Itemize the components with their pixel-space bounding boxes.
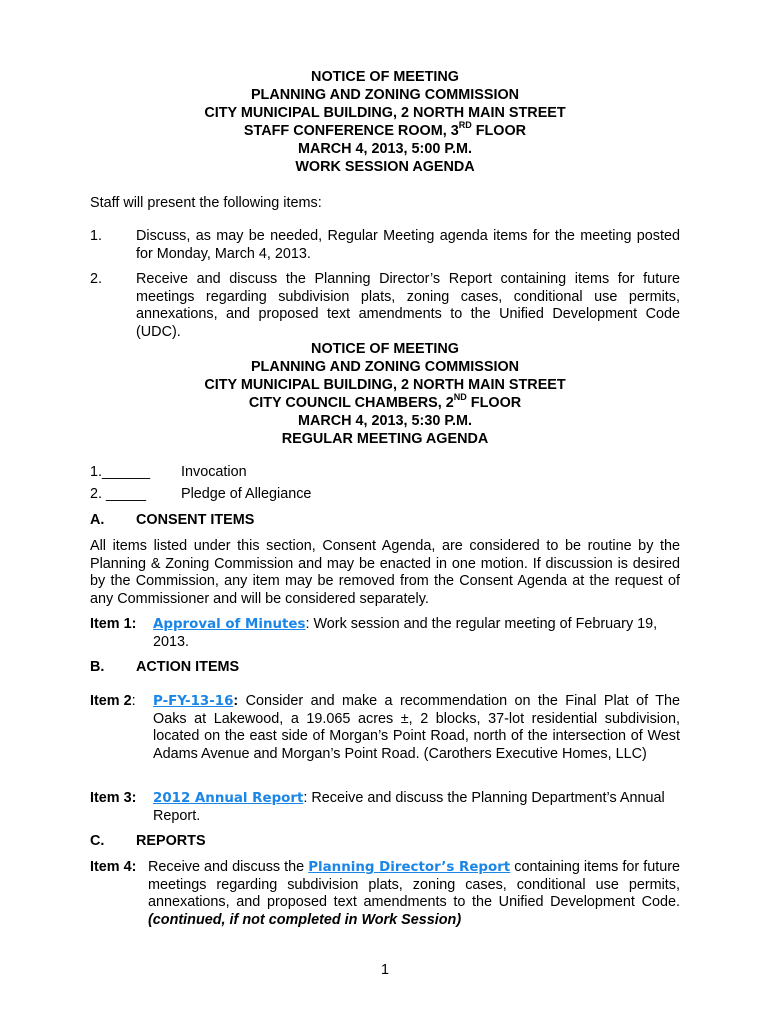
annual-report-link[interactable]: 2012 Annual Report — [153, 791, 304, 806]
header-room — [0, 392, 770, 413]
work-item-text: Discuss, as may be needed, Regular Meeting agenda items for the meeting posted for Monday, March 4, 2013. — [136, 228, 680, 262]
opening-number: 2. _____ — [90, 486, 147, 502]
item-link-colon: : — [233, 693, 239, 709]
item-label: Item 4: — [90, 859, 137, 875]
directors-report-link[interactable]: Planning Director’s Report — [308, 860, 511, 875]
item-label: Item 3: — [90, 790, 137, 806]
item-text: Receive and discuss the — [148, 859, 309, 875]
header-title: NOTICE OF MEETING — [311, 341, 459, 357]
header-room-floor: FLOOR — [466, 395, 522, 411]
header-room-sup: RD — [458, 120, 472, 131]
header-building: CITY MUNICIPAL BUILDING, 2 NORTH MAIN STREET — [204, 377, 566, 393]
item-body — [153, 616, 680, 651]
section-title: ACTION ITEMS — [136, 659, 240, 675]
section-title: REPORTS — [136, 833, 206, 849]
section-letter: C. — [90, 833, 105, 849]
header-room — [0, 120, 770, 141]
header-building: CITY MUNICIPAL BUILDING, 2 NORTH MAIN STREET — [204, 105, 566, 121]
page-number: 1 — [380, 962, 389, 978]
section-letter: B. — [90, 659, 105, 675]
section-letter: A. — [90, 512, 105, 528]
work-session-intro: Staff will present the following items: — [90, 195, 322, 211]
regular-meeting-header — [0, 341, 770, 449]
plat-case-link[interactable]: P-FY-13-16 — [153, 694, 234, 709]
work-item-number: 1. — [90, 228, 103, 244]
item-label-text: Item 2 — [90, 693, 132, 709]
item-text: : Receive and discuss the Planning Department’s Annual Report. — [153, 790, 665, 824]
work-session-header — [0, 69, 770, 177]
header-room-text: STAFF CONFERENCE ROOM, 3 — [243, 123, 459, 139]
header-date: MARCH 4, 2013, 5:00 P.M. — [297, 141, 473, 157]
item-body — [153, 790, 680, 825]
header-date: MARCH 4, 2013, 5:30 P.M. — [297, 413, 473, 429]
item-label — [90, 693, 136, 711]
item-text: containing items for future meetings regarding subdivision plats, zoning cases, conditional use permits, annexations, and proposed text amendments to the Unified Development Code. — [148, 859, 681, 910]
opening-number: 1.______ — [90, 464, 151, 480]
minutes-link[interactable]: Approval of Minutes — [153, 617, 306, 632]
item-label: Item 1: — [90, 616, 137, 632]
header-room-text: CITY COUNCIL CHAMBERS, 2 — [248, 395, 454, 411]
work-item-text: Receive and discuss the Planning Director’s Report containing items for future meetings regarding subdivision plats, zoning cases, conditional use permits, annexations, and proposed text amendments to the Unified Development Code (UDC). — [136, 271, 680, 340]
header-commission: PLANNING AND ZONING COMMISSION — [250, 359, 520, 375]
header-agenda-type: REGULAR MEETING AGENDA — [281, 431, 489, 447]
header-room-sup: ND — [453, 392, 467, 403]
header-title: NOTICE OF MEETING — [311, 69, 459, 85]
work-item-number: 2. — [90, 271, 103, 287]
item-text: Consider and make a recommendation on the Final Plat of The Oaks at Lakewood, a 19.065 acres ±, 2 blocks, 37-lot residential subdivision, located on the east side of Morgan’s Point Road, north of the intersection of West Adams Avenue and Morgan’s Point Road. (Carothers Executive Homes, LLC) — [153, 693, 680, 762]
consent-paragraph: All items listed under this section, Consent Agenda, are considered to be routine by the Planning & Zoning Commission and may be enacted in one motion. If discussion is desired by the Commission, any item may be removed from the Consent Agenda at the request of any Commissioner and will be considered separately. — [90, 538, 680, 607]
section-title: CONSENT ITEMS — [136, 512, 255, 528]
header-agenda-type: WORK SESSION AGENDA — [295, 159, 475, 175]
item-text: : Work session and the regular meeting of February 19, 2013. — [153, 616, 658, 650]
header-commission: PLANNING AND ZONING COMMISSION — [250, 87, 520, 103]
opening-text: Invocation — [181, 464, 247, 480]
opening-text: Pledge of Allegiance — [181, 486, 312, 502]
continuation-note: (continued, if not completed in Work Session) — [148, 911, 462, 928]
item-body — [148, 859, 680, 929]
header-room-floor: FLOOR — [471, 123, 527, 139]
item-label-colon: : — [131, 693, 136, 709]
item-body — [153, 693, 680, 763]
